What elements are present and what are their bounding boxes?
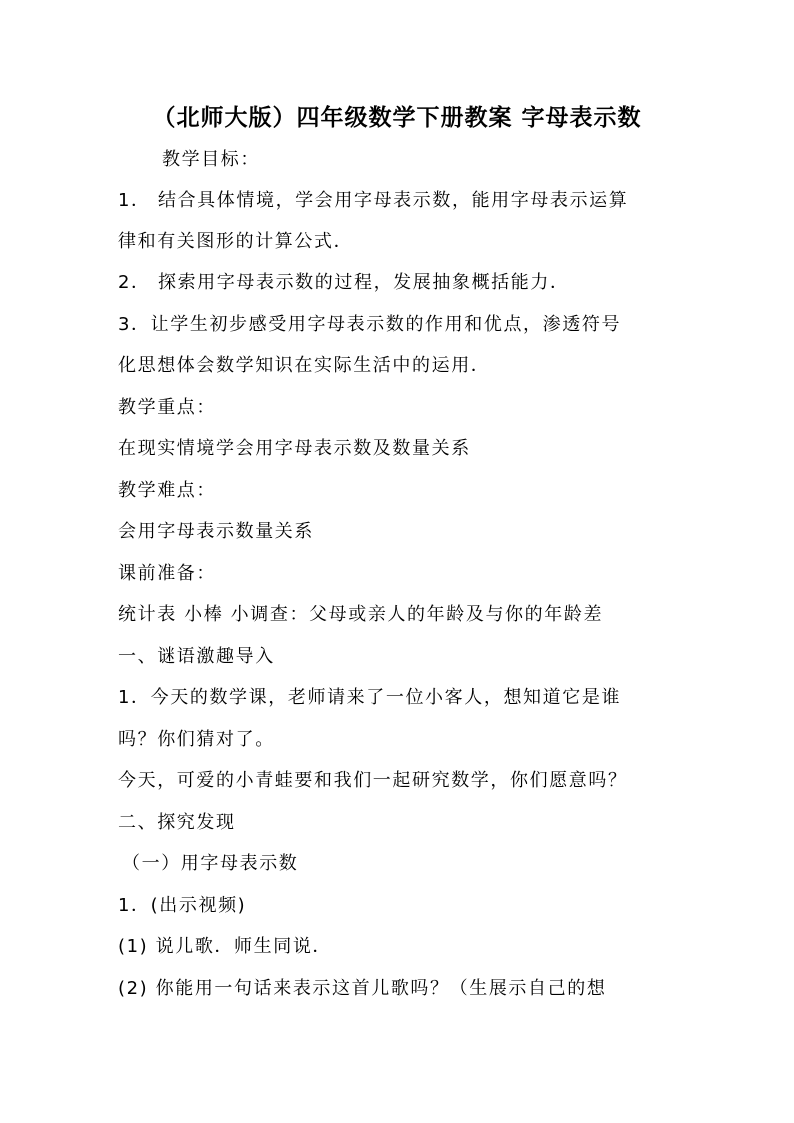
text-line: 会用字母表示数量关系 xyxy=(118,521,314,542)
text-line: 二、探究发现 xyxy=(118,812,236,833)
text-line: 1．(出示视频) xyxy=(118,895,247,916)
text-line: 2． 探索用字母表示数的过程，发展抽象概括能力． xyxy=(118,272,570,293)
text-line: 课前准备： xyxy=(118,563,216,584)
text-line: 教学重点： xyxy=(118,397,216,418)
document-title: （北师大版）四年级数学下册教案 字母表示数 xyxy=(152,104,642,131)
text-line: （一）用字母表示数 xyxy=(122,853,299,874)
text-line: 教学难点： xyxy=(118,480,216,501)
text-line: 统计表 小棒 小调查：父母或亲人的年龄及与你的年龄差 xyxy=(118,604,604,625)
text-line: 3．让学生初步感受用字母表示数的作用和优点，渗透符号 xyxy=(118,314,622,335)
text-line: 律和有关图形的计算公式． xyxy=(118,231,354,252)
text-line: (2) 你能用一句话来表示这首儿歌吗？（生展示自己的想 xyxy=(118,978,607,999)
text-line: 一、谜语激趣导入 xyxy=(118,646,275,667)
text-line: (1) 说儿歌．师生同说． xyxy=(118,936,333,957)
text-line: 1． 结合具体情境，学会用字母表示数，能用字母表示运算 xyxy=(118,190,629,211)
text-line: 今天，可爱的小青蛙要和我们一起研究数学，你们愿意吗？ xyxy=(118,770,628,791)
text-line: 1．今天的数学课，老师请来了一位小客人，想知道它是谁 xyxy=(118,687,622,708)
text-line: 化思想体会数学知识在实际生活中的运用． xyxy=(118,355,491,376)
text-line: 在现实情境学会用字母表示数及数量关系 xyxy=(118,438,471,459)
text-line: 教学目标： xyxy=(162,149,260,170)
text-line: 吗？你们猜对了。 xyxy=(118,729,275,750)
